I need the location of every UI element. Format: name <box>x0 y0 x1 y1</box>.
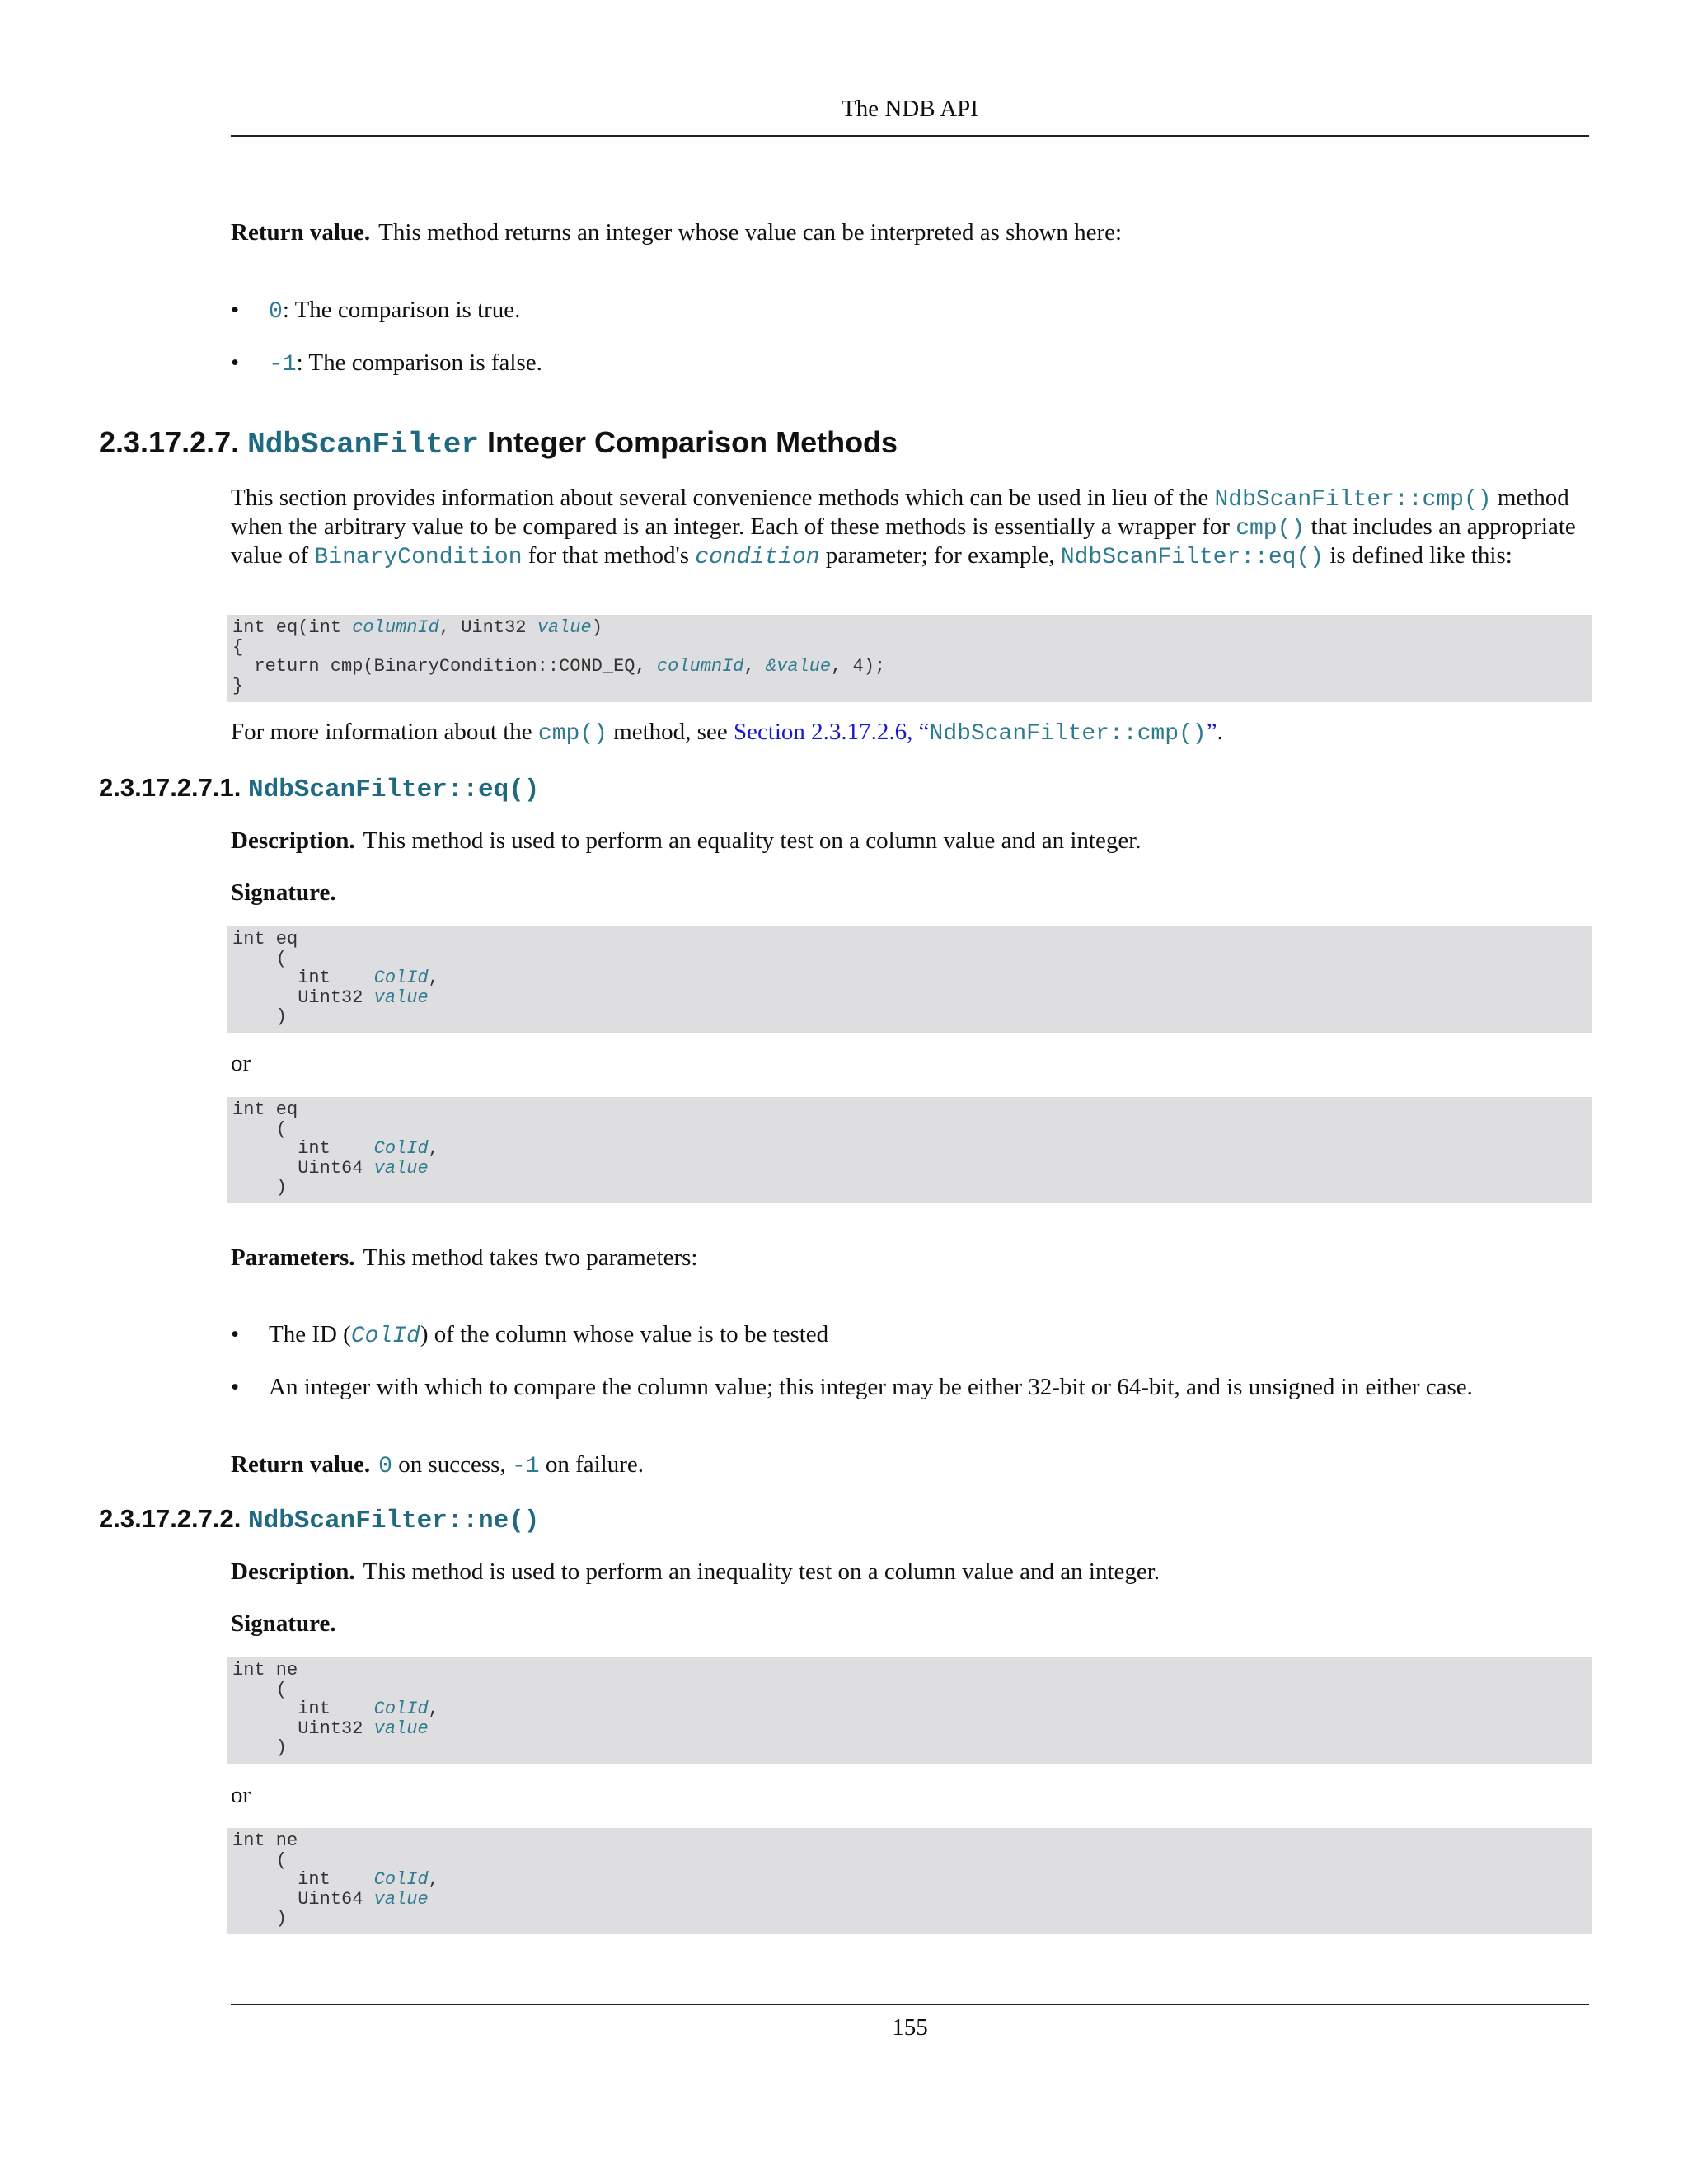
ne-description: Description. This method is used to perform an inequality test on a column value and an integer. <box>231 1558 1160 1585</box>
eq-signature-label: Signature. <box>231 879 336 906</box>
eq-heading: 2.3.17.2.7.1. NdbScanFilter::eq() <box>99 773 540 804</box>
code-block-eq-signature-32: int eq ( int ColId, Uint32 value ) <box>227 926 1592 1033</box>
section-cross-reference-link[interactable]: Section 2.3.17.2.6, “NdbScanFilter::cmp()” <box>733 719 1217 747</box>
eq-description: Description. This method is used to perform an equality test on a column value and an integer. <box>231 827 1142 854</box>
return-value-text: This method returns an integer whose value can be interpreted as shown here: <box>378 219 1123 246</box>
footer-rule <box>231 2004 1589 2005</box>
return-code-false: -1 <box>269 352 297 377</box>
section-heading-code: NdbScanFilter <box>247 428 480 462</box>
section-heading <box>99 425 898 462</box>
return-code-true: 0 <box>269 299 283 325</box>
eq-parameters-list <box>231 1321 1592 1401</box>
section-number: 2.3.17.2.7. <box>99 425 240 459</box>
code-block-eq-signature-64: int eq ( int ColId, Uint64 value ) <box>227 1097 1592 1203</box>
code-block-ne-signature-64: int ne ( int ColId, Uint64 value ) <box>227 1828 1592 1934</box>
list-item: • -1: The comparison is false. <box>231 349 1592 377</box>
page-number: 155 <box>892 2014 928 2041</box>
list-item: • 0: The comparison is true. <box>231 297 1592 325</box>
return-value-paragraph <box>231 219 1592 246</box>
ne-signature-label: Signature. <box>231 1610 336 1637</box>
list-item: • An integer with which to compare the column value; this integer may be either 32-bit or 64-bit, and is unsigned in either case. <box>231 1374 1592 1401</box>
code-block-eq-definition: int eq(int columnId, Uint32 value) { return cmp(BinaryCondition::COND_EQ, columnId, &value, 4); } <box>227 615 1592 702</box>
return-value-list <box>231 297 1592 377</box>
eq-parameters: Parameters. This method takes two parameters: <box>231 1244 698 1271</box>
list-item: • The ID (ColId) of the column whose value is to be tested <box>231 1321 1592 1349</box>
section-heading-title: Integer Comparison Methods <box>487 425 898 459</box>
ne-heading: 2.3.17.2.7.2. NdbScanFilter::ne() <box>99 1504 540 1535</box>
code-block-ne-signature-32: int ne ( int ColId, Uint32 value ) <box>227 1657 1592 1764</box>
ne-or-text: or <box>231 1782 251 1808</box>
return-value-label: Return value. <box>231 219 371 246</box>
section-intro-paragraph: This section provides information about several convenience methods which can be used in lieu of the NdbScanFilter::cmp() method when the arbitrary value to be compared is an integer. Each of these methods is essentially a wrapper for cmp() that includes an appropriate value of BinaryCondition for that method's condition parameter; for example, NdbScanFilter::eq() is defined like this: <box>231 485 1576 570</box>
eq-return-value: Return value. 0 on success, -1 on failure. <box>231 1451 644 1479</box>
page-header: The NDB API <box>842 96 978 122</box>
eq-or-text: or <box>231 1050 251 1076</box>
more-info-paragraph: For more information about the cmp() method, see Section 2.3.17.2.6, “NdbScanFilter::cmp()”. <box>231 719 1223 747</box>
header-rule <box>231 135 1589 137</box>
